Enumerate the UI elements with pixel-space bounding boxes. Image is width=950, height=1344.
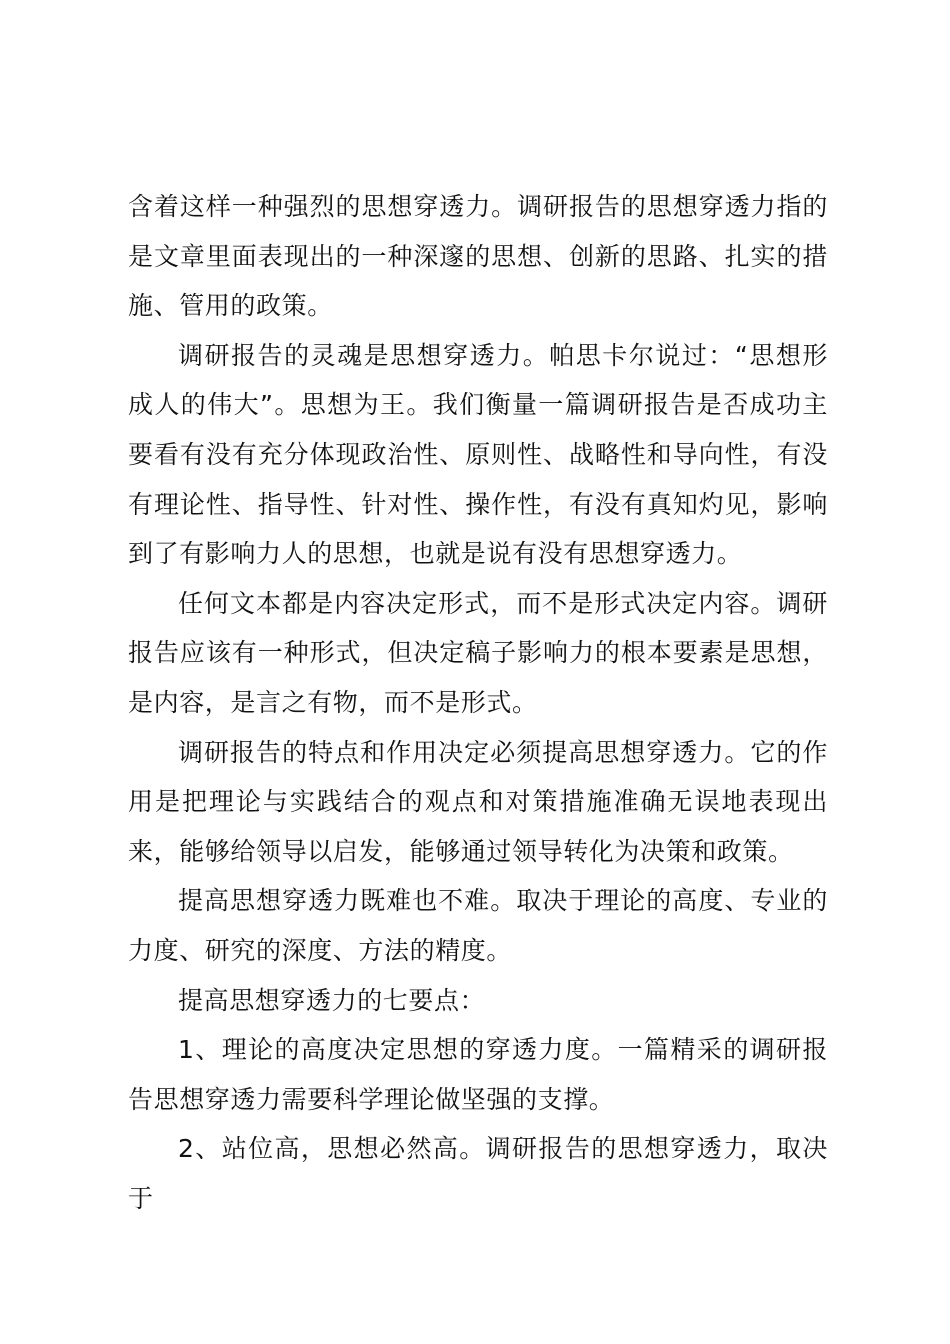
document-body [128,182,828,1223]
paragraph-difficulty: 提高思想穿透力既难也不难。取决于理论的高度、专业的力度、研究的深度、方法的精度。 [128,886,828,965]
paragraph-features-and-role: 调研报告的特点和作用决定必须提高思想穿透力。它的作用是把理论与实践结合的观点和对策措施准确无误地表现出来，能够给领导以启发，能够通过领导转化为决策和政策。 [128,737,828,866]
paragraph-continuation: 含着这样一种强烈的思想穿透力。调研报告的思想穿透力指的是文章里面表现出的一种深邃的思想、创新的思路、扎实的措施、管用的政策。 [128,192,828,321]
paragraph-point-2: 2、站位高，思想必然高。调研报告的思想穿透力，取决于 [128,1134,828,1213]
paragraph-point-1: 1、理论的高度决定思想的穿透力度。一篇精采的调研报告思想穿透力需要科学理论做坚强的支撑。 [128,1035,828,1114]
paragraph-content-determines-form: 任何文本都是内容决定形式，而不是形式决定内容。调研报告应该有一种形式，但决定稿子影响力的根本要素是思想，是内容，是言之有物，而不是形式。 [128,588,828,717]
paragraph-soul-of-report: 调研报告的灵魂是思想穿透力。帕思卡尔说过：“思想形成人的伟大”。思想为王。我们衡量一篇调研报告是否成功主要看有没有充分体现政治性、原则性、战略性和导向性，有没有理论性、指导性、针对性、操作性，有没有真知灼见，影响到了有影响力人的思想，也就是说有没有思想穿透力。 [128,340,828,569]
paragraph-seven-points-heading: 提高思想穿透力的七要点： [178,985,486,1015]
